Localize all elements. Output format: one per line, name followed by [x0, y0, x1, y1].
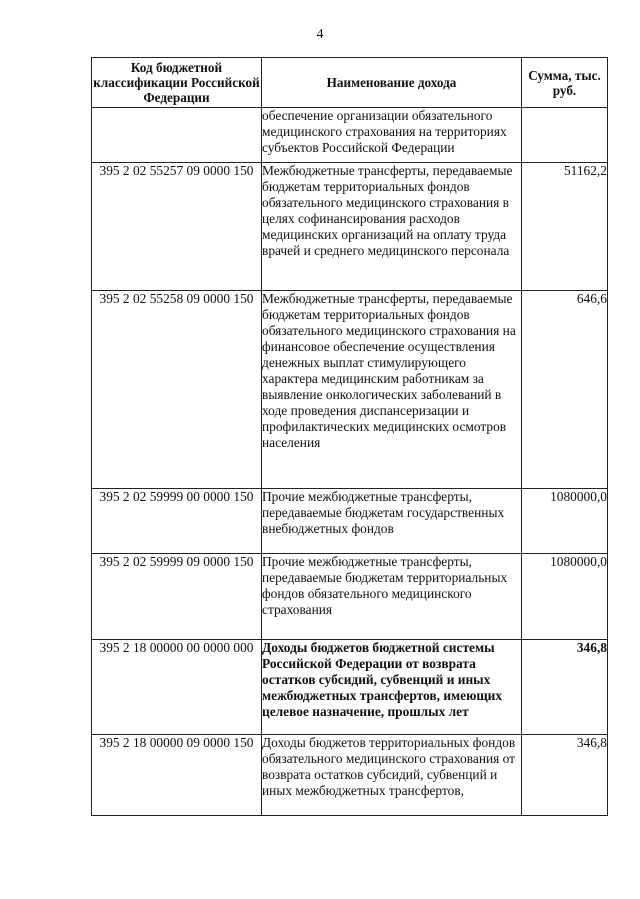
row-amount: 346,8 — [522, 735, 608, 816]
row-amount: 1080000,0 — [522, 554, 608, 640]
table-header-row — [92, 58, 608, 108]
row-amount: 646,6 — [522, 291, 608, 489]
page-number: 4 — [316, 27, 324, 42]
table-row-total — [92, 640, 608, 735]
table-row — [92, 554, 608, 640]
row-name: Доходы бюджетов территориальных фондов обязательного медицинского страхования от возврата остатков субсидий, субвенций и иных межбюджетных трансфертов, — [262, 735, 522, 816]
header-code: Код бюджетной классификации Российской Федерации — [92, 58, 262, 108]
row-name: обеспечение организации обязательного медицинского страхования на территориях субъектов Российской Федерации — [262, 108, 522, 163]
row-code: 395 2 02 59999 00 0000 150 — [92, 489, 262, 554]
row-name: Межбюджетные трансферты, передаваемые бюджетам территориальных фондов обязательного медицинского страхования на финансовое обеспечение осуществления денежных выплат стимулирующего характера медицинским работникам за выявление онкологических заболеваний в ходе проведения диспансеризации и профилактических медицинских осмотров населения — [262, 291, 522, 489]
row-name: Прочие межбюджетные трансферты, передаваемые бюджетам территориальных фондов обязательного медицинского страхования — [262, 554, 522, 640]
row-code: 395 2 02 59999 09 0000 150 — [92, 554, 262, 640]
row-name: Доходы бюджетов бюджетной системы Российской Федерации от возврата остатков субсидий, субвенций и иных межбюджетных трансфертов, имеющих целевое назначение, прошлых лет — [262, 640, 522, 735]
row-code: 395 2 02 55257 09 0000 150 — [92, 163, 262, 291]
table-row — [92, 108, 608, 163]
row-code: 395 2 18 00000 09 0000 150 — [92, 735, 262, 816]
row-amount: 1080000,0 — [522, 489, 608, 554]
row-amount: 346,8 — [522, 640, 608, 735]
row-name: Прочие межбюджетные трансферты, передаваемые бюджетам государственных внебюджетных фондов — [262, 489, 522, 554]
table-row — [92, 291, 608, 489]
row-code: 395 2 18 00000 00 0000 000 — [92, 640, 262, 735]
table-row — [92, 163, 608, 291]
row-code — [92, 108, 262, 163]
budget-revenue-table — [91, 57, 608, 816]
header-amount: Сумма, тыс. руб. — [522, 58, 608, 108]
table-row — [92, 489, 608, 554]
row-amount: 51162,2 — [522, 163, 608, 291]
row-code: 395 2 02 55258 09 0000 150 — [92, 291, 262, 489]
table-row — [92, 735, 608, 816]
header-name: Наименование дохода — [262, 58, 522, 108]
row-name: Межбюджетные трансферты, передаваемые бюджетам территориальных фондов обязательного медицинского страхования в целях софинансирования расходов медицинских организаций на оплату труда врачей и среднего медицинского персонала — [262, 163, 522, 291]
row-amount — [522, 108, 608, 163]
